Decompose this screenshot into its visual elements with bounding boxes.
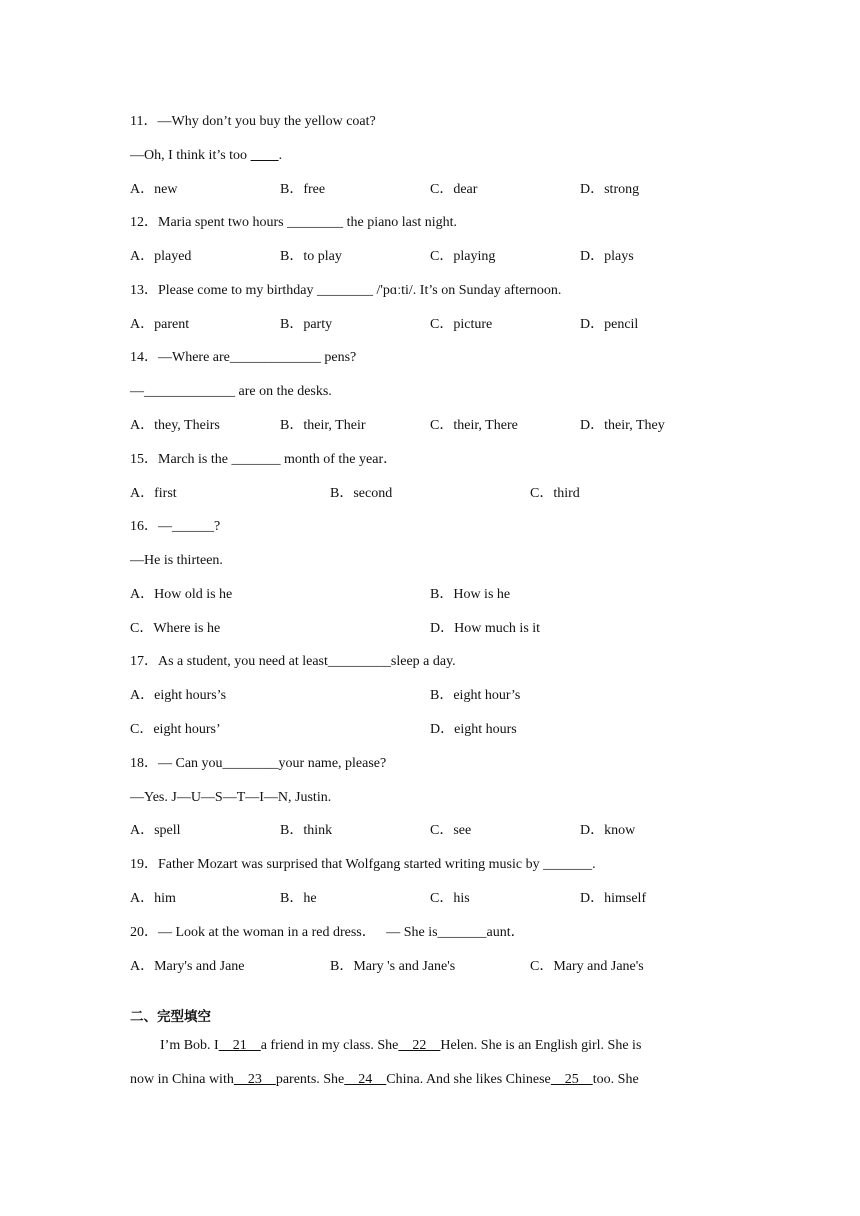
question-14-option-d: D．their, They	[580, 418, 665, 433]
question-18-option-b: B．think	[280, 823, 333, 838]
question-19-option-c: C．his	[430, 891, 470, 906]
question-12-option-c: C．playing	[430, 249, 496, 264]
question-14-option-a: A．they, Theirs	[130, 418, 220, 433]
question-12-option-b: B．to play	[280, 249, 342, 264]
cloze-paragraph-line-1	[160, 1036, 641, 1056]
cloze-text: parents. She	[275, 1072, 345, 1087]
question-16-option-a: A．How old is he	[130, 587, 233, 602]
question-11-stem-2: —Oh, I think it’s too .	[130, 148, 283, 163]
question-12-option-a: A．played	[130, 249, 192, 264]
question-13-option-c: C．picture	[430, 317, 493, 332]
question-13-stem: 13．Please come to my birthday ________ /'pɑːti/. It’s on Sunday afternoon.	[130, 283, 562, 298]
question-17-option-d: D．eight hours	[430, 722, 517, 737]
cloze-blank-21: 21	[218, 1038, 261, 1053]
question-18-option-a: A．spell	[130, 823, 181, 838]
question-14-stem-2: —_____________ are on the desks.	[130, 384, 332, 399]
cloze-text: a friend in my class. She	[260, 1038, 399, 1053]
question-15-option-c: C．third	[530, 486, 580, 501]
question-13-option-a: A．parent	[130, 317, 190, 332]
question-16-option-b: B．How is he	[430, 587, 511, 602]
question-20-option-c: C．Mary and Jane's	[530, 959, 644, 974]
question-17-option-a: A．eight hours’s	[130, 688, 227, 703]
question-14-option-c: C．their, There	[430, 418, 518, 433]
question-16-option-d: D．How much is it	[430, 621, 541, 636]
question-20-stem: 20．— Look at the woman in a red dress． — She is_______aunt．	[130, 925, 525, 940]
question-20-option-a: A．Mary's and Jane	[130, 959, 245, 974]
question-19-option-b: B．he	[280, 891, 317, 906]
question-13-option-b: B．party	[280, 317, 333, 332]
cloze-blank-23: 23	[233, 1072, 276, 1087]
cloze-blank-24: 24	[344, 1072, 387, 1087]
section-title-cloze: 二、完型填空	[130, 1009, 211, 1025]
question-11-option-b: B．free	[280, 182, 326, 197]
question-11-blank	[251, 148, 279, 163]
question-12-option-d: D．plays	[580, 249, 634, 264]
question-18-option-d: D．know	[580, 823, 636, 838]
cloze-text: I’m Bob. I	[160, 1038, 219, 1053]
question-14-stem-1: 14．—Where are_____________ pens?	[130, 350, 357, 365]
question-17-option-c: C．eight hours’	[130, 722, 221, 737]
question-11-stem-1: 11．—Why don’t you buy the yellow coat?	[130, 114, 376, 129]
question-14-option-b: B．their, Their	[280, 418, 366, 433]
question-19-stem: 19．Father Mozart was surprised that Wolfgang started writing music by _______.	[130, 857, 596, 872]
cloze-text: Helen. She is an English girl. She is	[440, 1038, 642, 1053]
question-11-option-c: C．dear	[430, 182, 478, 197]
question-20-option-b: B．Mary 's and Jane's	[330, 959, 456, 974]
question-11-option-a: A．new	[130, 182, 178, 197]
question-18-stem-1: 18．— Can you________your name, please?	[130, 756, 387, 771]
cloze-blank-22: 22	[398, 1038, 441, 1053]
question-15-stem: 15．March is the _______ month of the year．	[130, 452, 398, 467]
question-18-option-c: C．see	[430, 823, 472, 838]
cloze-blank-25: 25	[550, 1072, 593, 1087]
question-13-option-d: D．pencil	[580, 317, 639, 332]
question-11-option-d: D．strong	[580, 182, 640, 197]
question-17-stem: 17．As a student, you need at least_________sleep a day.	[130, 654, 456, 669]
question-18-stem-2: —Yes. J—U—S—T—I—N, Justin.	[130, 790, 332, 805]
cloze-paragraph-line-2	[130, 1070, 639, 1090]
question-16-stem-1: 16．—______?	[130, 519, 221, 534]
question-19-option-a: A．him	[130, 891, 176, 906]
question-12-stem: 12．Maria spent two hours ________ the piano last night.	[130, 215, 458, 230]
question-16-stem-2: —He is thirteen.	[130, 553, 223, 568]
question-19-option-d: D．himself	[580, 891, 647, 906]
question-16-option-c: C．Where is he	[130, 621, 221, 636]
question-15-option-b: B．second	[330, 486, 393, 501]
cloze-text: too. She	[592, 1072, 639, 1087]
question-17-option-b: B．eight hour’s	[430, 688, 521, 703]
cloze-text: China. And she likes Chinese	[386, 1072, 551, 1087]
cloze-text: now in China with	[130, 1072, 234, 1087]
question-15-option-a: A．first	[130, 486, 177, 501]
